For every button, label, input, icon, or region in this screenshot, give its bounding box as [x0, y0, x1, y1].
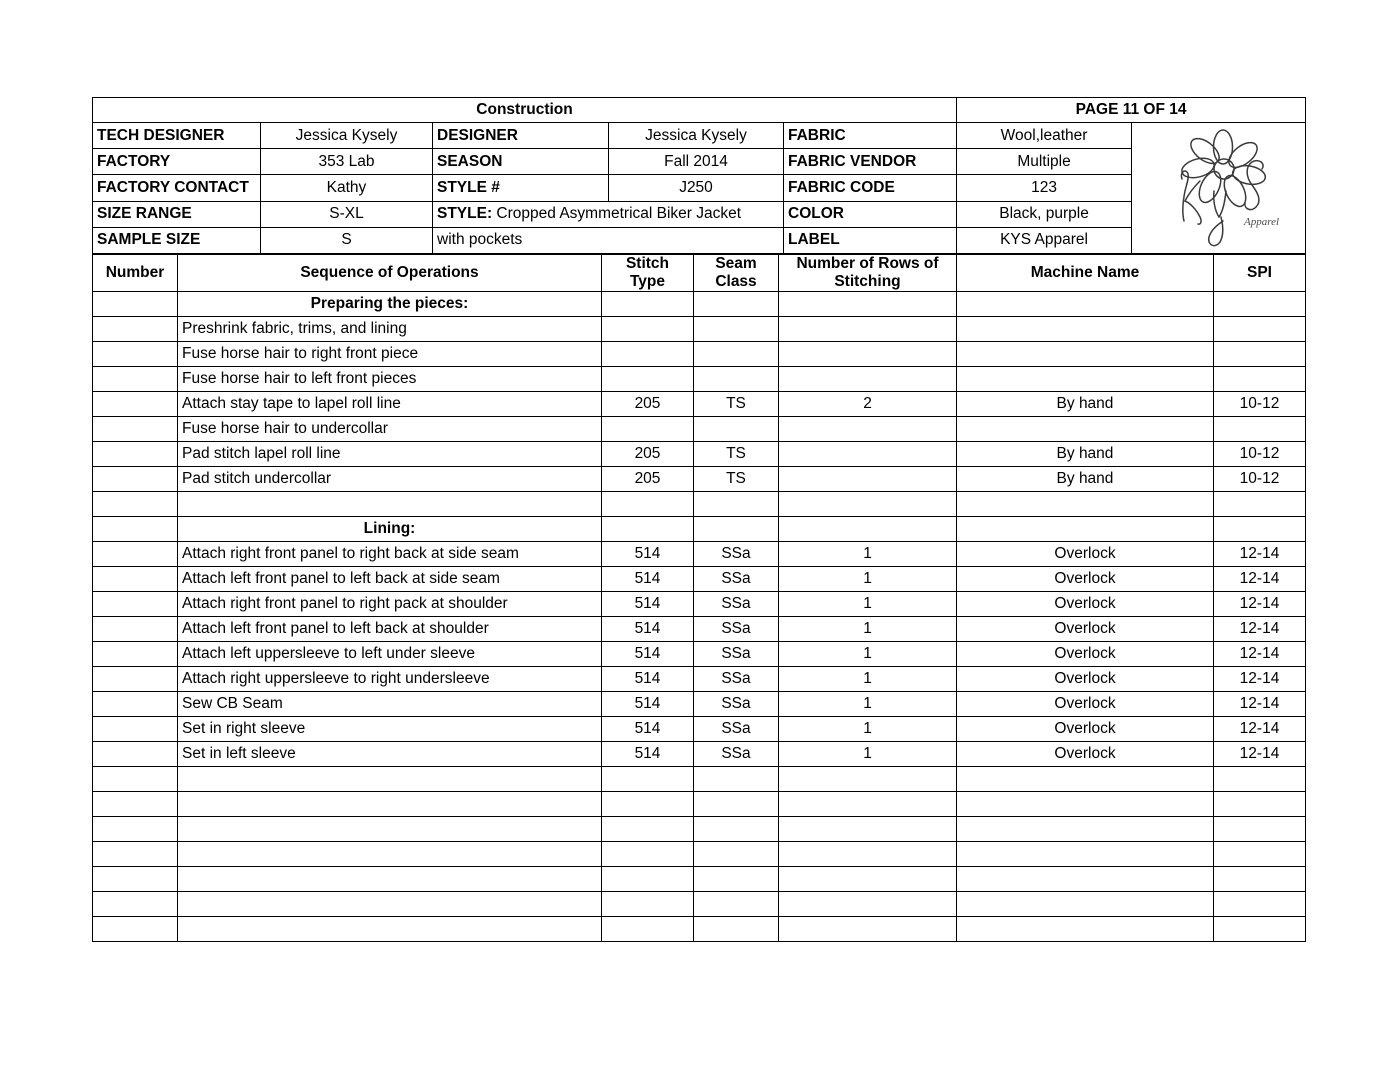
cell-stitch-type	[602, 766, 694, 791]
page-title: Construction	[93, 98, 957, 123]
rows-of-stitching-line1: Number of Rows of	[796, 255, 939, 272]
style-description-line2: with pockets	[433, 227, 784, 253]
table-row	[93, 541, 1306, 566]
cell-sequence: Set in right sleeve	[178, 716, 602, 741]
header-row-sample-size	[93, 227, 1306, 253]
cell-rows-of-stitching	[779, 766, 957, 791]
value-designer: Jessica Kysely	[609, 123, 784, 149]
label-fabric: FABRIC	[784, 123, 957, 149]
cell-rows-of-stitching	[779, 816, 957, 841]
cell-spi: 12-14	[1214, 591, 1306, 616]
cell-stitch-type	[602, 816, 694, 841]
cell-number	[93, 891, 178, 916]
cell-spi: 12-14	[1214, 541, 1306, 566]
cell-stitch-type: 205	[602, 466, 694, 491]
cell-sequence: Set in left sleeve	[178, 741, 602, 766]
table-row	[93, 716, 1306, 741]
header-row-tech-designer	[93, 123, 1306, 149]
logo-graphic	[1136, 123, 1301, 253]
cell-stitch-type: 514	[602, 666, 694, 691]
cell-rows-of-stitching: 1	[779, 616, 957, 641]
cell-spi	[1214, 291, 1306, 316]
cell-sequence	[178, 891, 602, 916]
cell-sequence	[178, 841, 602, 866]
column-header-stitch-type	[602, 255, 694, 292]
header-row-factory-contact	[93, 175, 1306, 201]
cell-number	[93, 316, 178, 341]
cell-seam-class	[694, 316, 779, 341]
cell-rows-of-stitching	[779, 916, 957, 941]
table-row	[93, 466, 1306, 491]
value-style-number: J250	[609, 175, 784, 201]
label-factory-contact: FACTORY CONTACT	[93, 175, 261, 201]
cell-rows-of-stitching	[779, 866, 957, 891]
cell-stitch-type	[602, 891, 694, 916]
cell-machine-name: Overlock	[957, 541, 1214, 566]
cell-machine-name	[957, 841, 1214, 866]
cell-spi: 10-12	[1214, 391, 1306, 416]
cell-sequence	[178, 816, 602, 841]
cell-seam-class: SSa	[694, 616, 779, 641]
cell-stitch-type	[602, 866, 694, 891]
cell-rows-of-stitching: 1	[779, 641, 957, 666]
cell-machine-name: Overlock	[957, 716, 1214, 741]
cell-seam-class	[694, 791, 779, 816]
rows-of-stitching-line2: Stitching	[834, 272, 901, 290]
cell-seam-class	[694, 916, 779, 941]
value-tech-designer: Jessica Kysely	[261, 123, 433, 149]
cell-machine-name	[957, 516, 1214, 541]
cell-machine-name: Overlock	[957, 691, 1214, 716]
cell-spi: 12-14	[1214, 741, 1306, 766]
table-row	[93, 741, 1306, 766]
operations-table	[92, 254, 1306, 942]
table-row	[93, 691, 1306, 716]
cell-seam-class: SSa	[694, 741, 779, 766]
cell-sequence: Attach stay tape to lapel roll line	[178, 391, 602, 416]
table-row	[93, 366, 1306, 391]
cell-stitch-type	[602, 416, 694, 441]
cell-spi	[1214, 891, 1306, 916]
cell-number	[93, 516, 178, 541]
value-season: Fall 2014	[609, 149, 784, 175]
cell-number	[93, 666, 178, 691]
table-row	[93, 841, 1306, 866]
cell-number	[93, 716, 178, 741]
stitch-type-line1: Stitch	[625, 255, 670, 272]
cell-spi	[1214, 841, 1306, 866]
cell-sequence: Fuse horse hair to right front piece	[178, 341, 602, 366]
cell-stitch-type: 514	[602, 541, 694, 566]
cell-machine-name	[957, 316, 1214, 341]
table-row	[93, 566, 1306, 591]
cell-seam-class: SSa	[694, 541, 779, 566]
cell-seam-class: TS	[694, 466, 779, 491]
cell-spi: 12-14	[1214, 566, 1306, 591]
cell-seam-class	[694, 291, 779, 316]
column-header-rows-of-stitching	[779, 255, 957, 292]
cell-spi: 12-14	[1214, 641, 1306, 666]
cell-number	[93, 766, 178, 791]
cell-machine-name: Overlock	[957, 591, 1214, 616]
cell-seam-class	[694, 841, 779, 866]
cell-spi	[1214, 316, 1306, 341]
label-factory: FACTORY	[93, 149, 261, 175]
table-row	[93, 666, 1306, 691]
value-fabric: Wool,leather	[957, 123, 1132, 149]
style-description-line1: Cropped Asymmetrical Biker Jacket	[492, 205, 742, 223]
table-row	[93, 891, 1306, 916]
cell-spi	[1214, 366, 1306, 391]
cell-rows-of-stitching	[779, 791, 957, 816]
column-header-machine-name: Machine Name	[957, 255, 1214, 292]
cell-sequence: Preshrink fabric, trims, and lining	[178, 316, 602, 341]
table-row	[93, 616, 1306, 641]
table-row	[93, 591, 1306, 616]
column-header-spi: SPI	[1214, 255, 1306, 292]
table-row	[93, 816, 1306, 841]
value-color: Black, purple	[957, 201, 1132, 227]
tech-pack-sheet	[92, 97, 1305, 942]
cell-sequence: Attach right front panel to right back at side seam	[178, 541, 602, 566]
cell-machine-name: By hand	[957, 441, 1214, 466]
cell-seam-class	[694, 816, 779, 841]
cell-seam-class	[694, 891, 779, 916]
cell-rows-of-stitching: 1	[779, 541, 957, 566]
cell-sequence: Pad stitch lapel roll line	[178, 441, 602, 466]
cell-machine-name	[957, 891, 1214, 916]
cell-sequence: Attach left uppersleeve to left under sleeve	[178, 641, 602, 666]
cell-number	[93, 866, 178, 891]
cell-rows-of-stitching: 2	[779, 391, 957, 416]
cell-machine-name	[957, 791, 1214, 816]
cell-rows-of-stitching	[779, 891, 957, 916]
cell-seam-class	[694, 341, 779, 366]
cell-stitch-type: 514	[602, 716, 694, 741]
title-row	[93, 98, 1306, 123]
cell-seam-class	[694, 766, 779, 791]
cell-stitch-type	[602, 366, 694, 391]
cell-machine-name: Overlock	[957, 566, 1214, 591]
cell-rows-of-stitching	[779, 316, 957, 341]
cell-spi: 12-14	[1214, 691, 1306, 716]
value-sample-size: S	[261, 227, 433, 253]
cell-stitch-type	[602, 291, 694, 316]
cell-stitch-type	[602, 841, 694, 866]
table-row	[93, 641, 1306, 666]
cell-rows-of-stitching: 1	[779, 566, 957, 591]
cell-number	[93, 291, 178, 316]
cell-number	[93, 916, 178, 941]
style-description-label: STYLE:	[437, 205, 493, 223]
table-row	[93, 441, 1306, 466]
cell-number	[93, 491, 178, 516]
cell-sequence: Sew CB Seam	[178, 691, 602, 716]
column-header-sequence: Sequence of Operations	[178, 255, 602, 292]
cell-rows-of-stitching	[779, 366, 957, 391]
label-sample-size: SAMPLE SIZE	[93, 227, 261, 253]
cell-seam-class	[694, 366, 779, 391]
cell-rows-of-stitching	[779, 516, 957, 541]
cell-number	[93, 566, 178, 591]
cell-machine-name: Overlock	[957, 666, 1214, 691]
cell-rows-of-stitching	[779, 491, 957, 516]
header-row-size-range	[93, 201, 1306, 227]
cell-sequence	[178, 866, 602, 891]
cell-sequence: Fuse horse hair to left front pieces	[178, 366, 602, 391]
cell-spi	[1214, 791, 1306, 816]
column-header-number: Number	[93, 255, 178, 292]
cell-spi	[1214, 516, 1306, 541]
cell-number	[93, 341, 178, 366]
seam-class-line2: Class	[715, 272, 757, 290]
logo-apparel-text: Apparel	[1243, 216, 1279, 228]
cell-stitch-type: 205	[602, 391, 694, 416]
cell-sequence: Preparing the pieces:	[178, 291, 602, 316]
cell-machine-name: Overlock	[957, 616, 1214, 641]
cell-rows-of-stitching	[779, 841, 957, 866]
cell-rows-of-stitching: 1	[779, 666, 957, 691]
cell-seam-class	[694, 491, 779, 516]
cell-number	[93, 366, 178, 391]
label-style-number: STYLE #	[433, 175, 609, 201]
cell-rows-of-stitching	[779, 441, 957, 466]
cell-seam-class	[694, 866, 779, 891]
cell-machine-name	[957, 491, 1214, 516]
stitch-type-line2: Type	[629, 272, 666, 290]
cell-number	[93, 816, 178, 841]
cell-seam-class: SSa	[694, 691, 779, 716]
cell-spi: 12-14	[1214, 666, 1306, 691]
table-row	[93, 316, 1306, 341]
cell-number	[93, 416, 178, 441]
table-row	[93, 291, 1306, 316]
cell-machine-name	[957, 866, 1214, 891]
cell-seam-class: SSa	[694, 591, 779, 616]
cell-stitch-type: 514	[602, 741, 694, 766]
cell-machine-name	[957, 291, 1214, 316]
cell-stitch-type	[602, 491, 694, 516]
cell-spi: 10-12	[1214, 466, 1306, 491]
cell-machine-name	[957, 416, 1214, 441]
table-row	[93, 766, 1306, 791]
cell-number	[93, 591, 178, 616]
cell-machine-name	[957, 916, 1214, 941]
label-label: LABEL	[784, 227, 957, 253]
cell-spi	[1214, 341, 1306, 366]
page-number-label: PAGE 11 OF 14	[957, 98, 1306, 123]
cell-rows-of-stitching	[779, 416, 957, 441]
label-color: COLOR	[784, 201, 957, 227]
cell-sequence	[178, 791, 602, 816]
cell-number	[93, 616, 178, 641]
cell-spi: 12-14	[1214, 716, 1306, 741]
cell-number	[93, 691, 178, 716]
cell-spi: 12-14	[1214, 616, 1306, 641]
cell-spi	[1214, 491, 1306, 516]
cell-sequence	[178, 916, 602, 941]
cell-rows-of-stitching: 1	[779, 691, 957, 716]
cell-machine-name	[957, 816, 1214, 841]
cell-number	[93, 641, 178, 666]
table-row	[93, 391, 1306, 416]
cell-seam-class: SSa	[694, 566, 779, 591]
cell-stitch-type	[602, 791, 694, 816]
kys-flower-logo-icon	[1144, 125, 1294, 251]
table-row	[93, 516, 1306, 541]
style-description	[433, 201, 784, 227]
label-fabric-vendor: FABRIC VENDOR	[784, 149, 957, 175]
cell-number	[93, 791, 178, 816]
label-size-range: SIZE RANGE	[93, 201, 261, 227]
cell-stitch-type	[602, 916, 694, 941]
cell-spi	[1214, 416, 1306, 441]
label-season: SEASON	[433, 149, 609, 175]
label-designer: DESIGNER	[433, 123, 609, 149]
cell-sequence: Attach left front panel to left back at shoulder	[178, 616, 602, 641]
cell-number	[93, 841, 178, 866]
cell-seam-class: SSa	[694, 641, 779, 666]
value-factory-contact: Kathy	[261, 175, 433, 201]
cell-number	[93, 741, 178, 766]
cell-machine-name: Overlock	[957, 741, 1214, 766]
column-header-seam-class	[694, 255, 779, 292]
cell-sequence	[178, 766, 602, 791]
cell-seam-class: TS	[694, 391, 779, 416]
cell-spi	[1214, 816, 1306, 841]
label-tech-designer: TECH DESIGNER	[93, 123, 261, 149]
cell-seam-class	[694, 516, 779, 541]
cell-spi	[1214, 866, 1306, 891]
cell-number	[93, 441, 178, 466]
cell-number	[93, 391, 178, 416]
cell-stitch-type: 205	[602, 441, 694, 466]
cell-sequence: Lining:	[178, 516, 602, 541]
value-size-range: S-XL	[261, 201, 433, 227]
operations-body	[93, 291, 1306, 941]
cell-stitch-type	[602, 341, 694, 366]
label-fabric-code: FABRIC CODE	[784, 175, 957, 201]
cell-machine-name	[957, 766, 1214, 791]
value-fabric-vendor: Multiple	[957, 149, 1132, 175]
cell-stitch-type: 514	[602, 566, 694, 591]
cell-machine-name: Overlock	[957, 641, 1214, 666]
table-row	[93, 791, 1306, 816]
cell-number	[93, 541, 178, 566]
cell-stitch-type	[602, 516, 694, 541]
cell-stitch-type: 514	[602, 616, 694, 641]
cell-seam-class: SSa	[694, 716, 779, 741]
cell-rows-of-stitching	[779, 466, 957, 491]
table-row	[93, 916, 1306, 941]
cell-sequence: Pad stitch undercollar	[178, 466, 602, 491]
cell-sequence: Attach left front panel to left back at side seam	[178, 566, 602, 591]
cell-seam-class: SSa	[694, 666, 779, 691]
cell-machine-name	[957, 341, 1214, 366]
cell-spi	[1214, 766, 1306, 791]
column-header-row	[93, 255, 1306, 292]
cell-number	[93, 466, 178, 491]
cell-sequence: Attach right uppersleeve to right undersleeve	[178, 666, 602, 691]
cell-rows-of-stitching: 1	[779, 716, 957, 741]
value-fabric-code: 123	[957, 175, 1132, 201]
cell-rows-of-stitching	[779, 341, 957, 366]
cell-spi	[1214, 916, 1306, 941]
cell-sequence: Fuse horse hair to undercollar	[178, 416, 602, 441]
cell-sequence: Attach right front panel to right pack at shoulder	[178, 591, 602, 616]
table-row	[93, 866, 1306, 891]
value-label: KYS Apparel	[957, 227, 1132, 253]
cell-machine-name: By hand	[957, 391, 1214, 416]
cell-machine-name	[957, 366, 1214, 391]
cell-stitch-type: 514	[602, 691, 694, 716]
cell-stitch-type: 514	[602, 591, 694, 616]
cell-rows-of-stitching: 1	[779, 741, 957, 766]
table-row	[93, 341, 1306, 366]
cell-spi: 10-12	[1214, 441, 1306, 466]
table-row	[93, 491, 1306, 516]
value-factory: 353 Lab	[261, 149, 433, 175]
cell-rows-of-stitching	[779, 291, 957, 316]
header-table	[92, 97, 1306, 254]
cell-seam-class: TS	[694, 441, 779, 466]
table-row	[93, 416, 1306, 441]
cell-stitch-type: 514	[602, 641, 694, 666]
brand-logo	[1132, 123, 1306, 254]
cell-stitch-type	[602, 316, 694, 341]
header-row-factory	[93, 149, 1306, 175]
cell-sequence	[178, 491, 602, 516]
cell-machine-name: By hand	[957, 466, 1214, 491]
seam-class-line1: Seam	[715, 255, 757, 272]
cell-rows-of-stitching: 1	[779, 591, 957, 616]
cell-seam-class	[694, 416, 779, 441]
